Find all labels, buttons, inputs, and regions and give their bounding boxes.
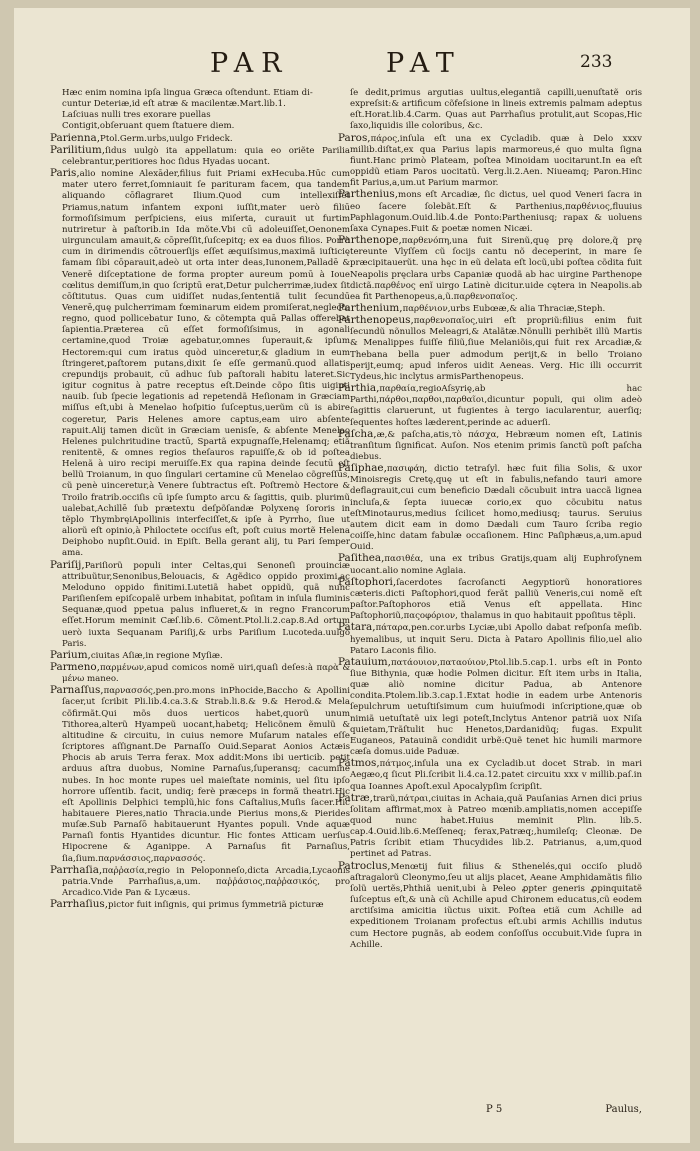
dictionary-entry xyxy=(50,865,350,899)
entry-headword: Patræ, xyxy=(338,791,373,804)
dictionary-entry xyxy=(338,861,642,951)
dictionary-entry xyxy=(50,145,350,168)
entry-headword: Parthenopeus, xyxy=(338,314,414,327)
entry-text: πάτμος,inſula una ex Cycladib.ut docet Strab. in mari Aegæo,q ſicut Pli.ſcribit li.4.ca.12.patet circuitu xxx v millib.paſ.in qua Ioannes Apoſt.exul Apocalypſim ſcripſit. xyxy=(350,759,642,792)
entry-text: ciuitas Aſiæ,in regione Myſiæ. xyxy=(90,650,223,661)
entry-text: Hæc enim nomina ipſa lingua Græca oſtendunt. Etiam di- xyxy=(62,88,313,98)
entry-text: ſe dedit,primus argutias uultus,elegantiã capilli,uenuſtatẽ oris expreſsit:& artificum cõfeſsione in lineis extremis palmam adeptus eſt.Horat.lib.4.Carm. Quas aut Parrhaſius protulit,aut Scopas,Hic ſaxo,liquidis ille coloribus, &c. xyxy=(350,88,642,132)
entry-text: πάρος,inſula eſt una ex Cycladib. quæ à Delo xxxv millib.diſtat,ex qua Parius lapis marmoreus,é quo multa ſigna fiunt.Hanc primò Plateam, poſtea Minoidam uocitarunt.In ea eſt oppidũ etiam Paros uocitatũ. Verg.li.2.Aen. Niueamq; Paron.Hinc fit Parius,a,um.ut Parium marmor. xyxy=(350,133,642,189)
entry-headword: Parthenius, xyxy=(338,188,399,201)
header-left-word: PAR xyxy=(210,48,290,79)
entry-headword: Patauium, xyxy=(338,655,391,668)
right-column xyxy=(338,88,642,951)
continued-text xyxy=(50,88,350,99)
entry-headword: Parienna, xyxy=(50,131,101,144)
entry-headword: Parrhaſia, xyxy=(50,863,103,876)
entry-headword: Paſtophori, xyxy=(338,575,397,588)
dictionary-entry xyxy=(338,793,642,861)
entry-headword: Paſithea, xyxy=(338,552,385,565)
entry-text: alio nomine Alexāder,filius fuit Priami exHecuba.Hūc cum mater utero ferret,ſomniauit ſe parituram facem, qua tandem aliquando cōflagraret Ilium.Quod cum intellexiſſet Priamus,natum infantem exponi iuſſit,mater uerò filiū formoſiſsimum perſpiciens, eius miſerta, curauit ut furtim nutriretur à paſtorib.in Ida mõte.Vbi cū adoleuiſſet,Oenonem uirgunculam amauit,& cōpreſſit,ſuſcepitq; ex ea duos filios. Porrò cum in dirimendis cōtrouerſijs eſſet æquiſsimus,maximã iuſticię famam ſibi cōparauit,adeò ut orta inter deas,Iunonem,Palladē & Venerē diſceptatione de forma propter aureum pomū à Ioue cœlitus demiſſum,in quo ſcriptū erat,Detur pulcherrimæ,iudex ſit cōſtitutus. Quas cum uidiſſet nudas,ſententiã tulit ſecundū Venerē,quę pulcherrimam fœminarum eidem promiſerat,neglecto regno, quod pollicebatur Iuno, & cõtempta quā Pallas offerebat ſapientia.Præterea cū eſſet formoſiſsimus, in agonali certamine,quod Troiæ agebatur,omnes ſuperauit,& ipſum Hectorem:qui cum iratus quòd uinceretur,& gladium in eum ſtringeret,paſtorem putans,dixit ſe eſſe germanū.quod allatis crepundijs probauit, cū adhuc ſub paſtorali habitu lateret.Sic igitur cognitus à patre receptus eſt.Deinde cõpo ſitis uiginti nauib. ſub ſpecie legationis ad repetendã Heſionam in Græciam miſſus eſt,ubi à Menelao hoſpitio ſuſceptus,uerũm cũ is abire cogeretur, Paris Helenes amore captus,eam uiro abſente rapuit.Alij tamen dicũt in Græciam uenisſe, & abſente Menelao Helenes pulchritudine tractū, Spartã expugnaſſe,Helenamq; etiã renitentẽ, & omnes regios theſauros rapuiſſe,& ob id poſtea Helenã à uiro recipi meruiſſe.Ex qua rapina deinde ſecutū eſt bellũ Troianum, in quo ſingulari certamine cū Menelao cõgreſſus, cũ penè uinceretur,à Venere ſubtractus eſt. Poſtremò Hectore & Troilo fratrib.occiſis cū ipſe ſumpto arcu & ſagittis, quib. plurimũ ualebat,Achillē ſub prætextu deſpõſandæ Polyxenę ſororis in tẽplo ThymbręiApollinis interfeciſſet,& ipſe à Pyrrho, ſiue ut aliorũ eſt opinio,à Philoctete occiſus eſt, poſt cuius mortẽ Helena Deiphobo nupſit.Ouid. in Epiſt. Bella gerant alij, tu Pari ſemper ama. xyxy=(62,169,350,559)
dictionary-entry xyxy=(50,899,350,911)
page-footer xyxy=(338,1104,642,1118)
dictionary-entry xyxy=(338,553,642,576)
entry-headword: Paros, xyxy=(338,131,371,144)
entry-text: παρθενοπαῖος,uiri eſt propriũ:filius enim fuit ſecundũ nõnullos Meleagri,& Atalãtæ.Nõnulli perhibẽt illũ Martis & Menalippes fuiſſe filiũ,ſiue Melaniõis,qui fuit rex Arcadiæ,& Thebana bella puer admodum perijt,& in bello Troiano perijt,eumq; apud inferos uidit Aeneas. Verg. Hic illi occurrit Tydeus,hic inclytus armisParthenopeus. xyxy=(350,316,642,382)
entry-text: πατάουιον,παταούιον,Ptol.lib.5.cap.1. urbs eſt in Ponto ſiue Bithynia, quæ hodie Polmen dicitur. Eſt item urbs in Italia, quæ aliò nomine dicitur Padua, ab Antenore condita.Ptolem.lib.3.cap.1.Extat hodie in eadem urbe Antenoris ſepulchrum uetuſtiſsimum cum huiuſmodi inſcriptione,quæ ob nimiã uetuſtatẽ uix legi poteſt,Inclytus Antenor patriã uox Niſa quietam,Trãſtulit huc Henetos,Dardanidũq; fugas. Expulit Euganeos, Patauinã condidit urbẽ:Quẽ tenet hic humili marmore cæſa domus.uide Paduæ. xyxy=(350,657,642,758)
dictionary-entry xyxy=(50,560,350,650)
dictionary-entry xyxy=(50,685,350,865)
dictionary-entry xyxy=(50,662,350,685)
entry-headword: Parnaſſus, xyxy=(50,684,104,697)
entry-headword: Pariſij, xyxy=(50,558,85,571)
entry-headword: Paſiphae, xyxy=(338,462,387,475)
entry-text: πάταρα,pen.cor.urbs Lyciæ,ubi Apollo dabat reſponſa meſib. hyemalibus, ut inquit Seru. Dicta à Pataro Apollinis filio,uel alio Pataro Laconis filio. xyxy=(350,623,642,656)
dictionary-entry xyxy=(338,657,642,758)
entry-headword: Patroclus, xyxy=(338,859,391,872)
entry-headword: Parium, xyxy=(50,648,91,661)
dictionary-entry xyxy=(338,133,642,190)
signature-mark: P 5 xyxy=(486,1104,503,1115)
entry-text: πασιφάη, dictio tetraſyl. hæc fuit filia Solis, & uxor Minoisregis Cretę,quę ut eſt in fabulis,nefando tauri amore deflagrauit,cui cum beneficio Dædali cõcubuit intra uaccã lignea incluſa,& ſepta iuuecæ corio,ex quo cõcubitu natus eſtMinotaurus,medius ſcilicet homo,mediusq; taurus. Seruius autem dicit eam in domo Dædali cum Tauro ſcriba regio coiſſe,hinc datam fabulæ occaſionem. Hinc Paſiphæus,a,um.apud Ouid. xyxy=(350,464,642,553)
entry-text: ſidus uulgò ita appellatum: quia eo oriẽte Parilia celebrantur,peritiores hoc ſidus Hyadas uocant. xyxy=(62,145,350,167)
entry-text: παῤῥασία,regio in Peloponneſo,dicta Arcadia,Lycaonis patria.Vnde Parrhaſius,a,um. παῤῥάσιος,παῤῥασικός, pro Arcadico.Vide Pan & Lycæus. xyxy=(62,865,350,899)
entry-text: Ptol.Germ.urbs,uulgo Frideck. xyxy=(100,133,233,144)
entry-headword: Paſcha, xyxy=(338,427,377,440)
continued-text xyxy=(50,110,350,121)
entry-text: ſacerdotes ſacroſancti Aegyptiorũ honoratiores cæteris.dicti Paſtophori,quod ferãt palliũ Veneris,cui nomẽ eſt paſtor.Paſtophoros etiã Venus eſt appellata. Hinc Paſtophoriũ,παςοφόριον, thalamus in quo habitauit ppoſitus tẽpli. xyxy=(350,577,642,622)
dictionary-entry xyxy=(338,758,642,792)
entry-text: Laſciuas nulli tres exorare puellas xyxy=(62,110,211,121)
dictionary-entry xyxy=(338,235,642,303)
entry-headword: Parrhaſius, xyxy=(50,898,109,911)
entry-text: παρθαία,regioAſsyrię,ab hac Parthi,πάρθοι,παρθοι,παρθαῖοι,dicuntur populi, qui olim adeò ſagittis claruerunt, ut fugientes à tergo iacularentur, auerſiq; ſequentes hoſtes læderent,perinde ac aduerſi. xyxy=(350,384,642,428)
catchword: Paulus, xyxy=(605,1104,642,1115)
entry-headword: Parthenope, xyxy=(338,234,402,247)
entry-text: Pariſiorũ populi inter Celtas,qui Senoneſi prouinciæ attribuũtur,Senonibus,Belouacis, & Agẽdico oppido proximi,ac Meloduno oppido finitimi.Lutetiã habet oppidũ, quã nunc Pariſienſem epiſcopalẽ urbem inhabitat, poſitam in inſula fluminis Sequanæ,quod ppetua palus influeret,& in regno Francorum eſſet.Horum meminit Cæſ.lib.6. Cõment.Ptol.li.2.cap.8.Ad ortum uerò iuxta Sequanam Pariſij,& urbs Pariſium Lucoteda.uulgò Paris. xyxy=(62,560,350,649)
continued-text xyxy=(338,88,642,133)
entry-headword: Paris, xyxy=(50,167,80,180)
entry-text: trarũ,πάτραι,ciuitas in Achaia,quã Pauſanias Arnen dici prius ſolitam affirmat,mox à Patreo mœnib.ampliatis,nomen accepiſſe quod nunc habet.Huius meminit Plin. lib.5. cap.4.Ouid.lib.6.Meſſeneq; ferax,Patræq;,humileſq; Cleonæ. De Patris ſcribit etiam Thucydides lib.2. Patrianus, a,um,quod pertinet ad Patras. xyxy=(350,793,642,860)
entry-headword: Patara, xyxy=(338,621,376,634)
entry-headword: Parilitium, xyxy=(50,143,106,156)
entry-text: pictor fuit inſignis, qui primus ſymmetriã picturæ xyxy=(108,900,324,911)
entry-headword: Patmos, xyxy=(338,757,380,770)
continued-text xyxy=(50,99,350,110)
dictionary-entry xyxy=(338,622,642,656)
entry-text: æ,& paſcha,atis,τὸ πάσχα, Hebræum nomen eſt, Latinis tranſitum ſignificat. Auſon. Nos etenim primis ſanctũ poſt paſcha diebus. xyxy=(350,429,642,462)
entry-text: παρθένιον,urbs Eubœæ,& alia Thraciæ,Steph. xyxy=(402,303,606,314)
entry-text: παρμένων,apud comicos nomẽ uiri,quaſi deſes:à παρὰ & μένω maneo. xyxy=(62,662,350,685)
left-column xyxy=(50,88,350,911)
entry-text: Contigit,obſeruant quem ſtatuere diem. xyxy=(62,121,235,132)
page-number: 233 xyxy=(580,52,613,72)
running-header xyxy=(14,48,690,84)
entry-text: παρθενόπη,una fuit Sirenũ,quę prę dolore,q̃ prę tereunte Vlyſſem cũ ſocijs cantu nõ deceperint, in mare ſe præcipitauerũt. una hęc in eũ delata eſt locũ,ubi poſtea cõdita fuit Neapolis pręclara urbs Capaniæ quodã ab hac uirgine Parthenope dictã.παρθένος enĩ uirgo Latinè dicitur.uide cętera in Neapolis.ab ea fit Parthenopeus,a,ũ.παρθενοπαῖος. xyxy=(350,236,642,302)
entry-headword: Parthenium, xyxy=(338,301,403,314)
entry-text: πασιθέα, una ex tribus Gratijs,quam alij Euphroſynem uocant.alio nomine Aglaia. xyxy=(350,554,642,576)
entry-text: Menœtij fuit filius & Sthenelés,qui occiſo pludõ aſtragalorũ Cleonymo,ſeu ut alijs placet, Aeane Amphidamãtis filio ſolũ uertẽs,Phthiã uenit,ubi à Peleo ꝓpter generis ꝓpinquitatẽ ſuſceptus eſt,& unà cũ Achille apud Chironem educatus,cũ eodem arctiſsima amicitia iũctus uixit. Poſtea etiã cum Achille ad expeditionem Troianam profectus eſt.ubi armis Achillis indutus cum Hectore pugnãs, ab eodem conſoſſus occubuit.Vide ſupra in Achille. xyxy=(350,861,642,950)
header-right-word: PAT xyxy=(386,48,462,79)
dictionary-entry xyxy=(338,463,642,553)
entry-text: mons eſt Arcadiæ, ſic dictus, uel quod Veneri ſacra in eo ſacere ſolebãt.Eſt & Parthenius,παρθένιος,fluuius Paphlagonum.Ouid.lib.4.de Ponto:Partheniusq; rapax & uoluens ſaxa Cynapes.Fuit & poetæ nomen Nicæi. xyxy=(350,190,642,234)
dictionary-entry xyxy=(338,383,642,429)
entry-text: παρνασσός,pen.pro.mons inPhocide,Baccho & Apollini ſacer,ut ſcribit Pli.lib.4.ca.3.& Strab.li.8.& 9.& Herod.& Mela cõfirmãt.Qui mõs duos uerticos habet,quorũ unum Tithorea,alterũ Hyampeũ uocant,habetq; Helicõnem ẽmulũ & altitudine & circuitu, in cuius nemore Muſarum natales eſſe ſcriptores aſſignant.De Parnaſſo Ouid.Separat Aonios Actæis Phocis ab aruis Terra ferax. Mox addit:Mons ibi uerticib. petit arduus aſtra duobus, Nomine Parnaſus,ſuperansq; cacumine nubes. In hoc monte rupes uel maieſtate nominis, uel ſitu ipſo horrore uſſentib. facit, undiq; ferè præceps in formã theatri.Hic eſt Apollinis Delphici templũ,hic fons Caſtalius,Muſis ſacer.Hic habitauere Pieres,natio Thracia.unde Pierius mons,& Pierides muſæ.Sub Parnaſō habitauerunt Hyantes populi. Vnde aquæ Parnaſi fontis Hyantides dicuntur. Hic fontes Atticam uerſus Hipocrene & Aganippe. A Parnaſus fit Parnaſius, ſia,ſium.παρνάσσιος,παρνασσός. xyxy=(62,686,350,864)
entry-headword: Parthia, xyxy=(338,382,380,395)
dictionary-entry xyxy=(338,429,642,463)
book-page xyxy=(14,8,690,1143)
dictionary-entry xyxy=(338,315,642,383)
entry-headword: Parmeno, xyxy=(50,660,100,673)
dictionary-entry xyxy=(50,168,350,559)
entry-text: cuntur Deteriæ,id eſt atræ & macilentæ.Mart.lib.1. xyxy=(62,99,286,110)
dictionary-entry xyxy=(338,577,642,623)
dictionary-entry xyxy=(338,189,642,235)
